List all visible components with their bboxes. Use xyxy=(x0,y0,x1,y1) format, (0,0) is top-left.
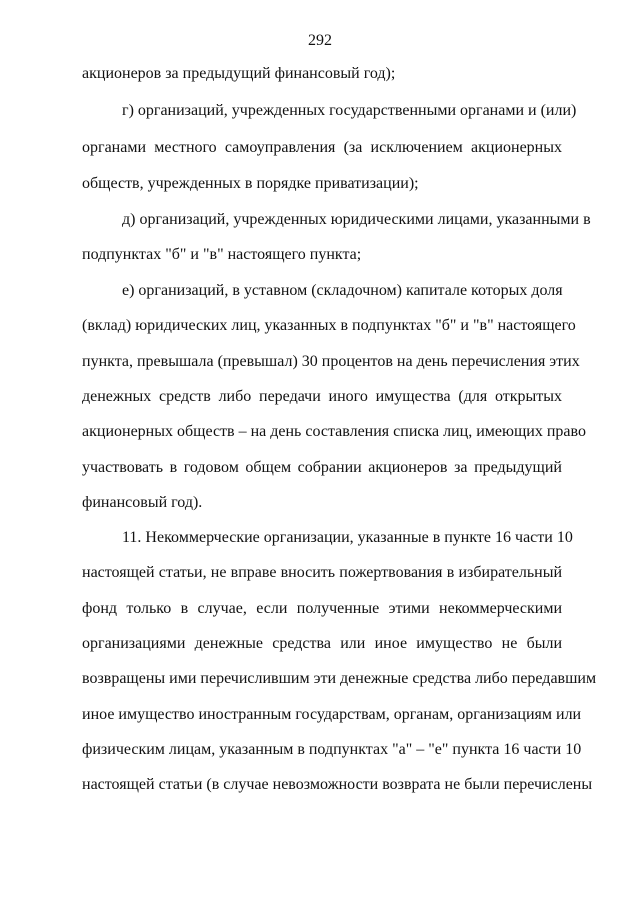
text-line-9: пункта, превышала (превышал) 30 процентов на день перечисления этих xyxy=(82,353,580,370)
text-line-2: г) организаций, учрежденных государственными органами и (или) xyxy=(122,102,577,119)
text-line-1: акционеров за предыдущий финансовый год); xyxy=(82,65,396,82)
text-line-3: органами местного самоуправления (за исключением акционерных xyxy=(82,139,562,156)
text-line-18: возвращены ими перечислившим эти денежные средства либо передавшим xyxy=(82,670,597,687)
text-line-7: е) организаций, в уставном (складочном) капитале которых доля xyxy=(122,282,563,299)
text-line-10: денежных средств либо передачи иного имущества (для открытых xyxy=(82,388,562,405)
text-line-20: физическим лицам, указанным в подпунктах "а" – "е" пункта 16 части 10 xyxy=(82,741,582,758)
text-line-13: финансовый год). xyxy=(82,494,203,511)
text-line-11: акционерных обществ – на день составления списка лиц, имеющих право xyxy=(82,423,586,440)
text-line-4: обществ, учрежденных в порядке приватизации); xyxy=(82,175,419,192)
page-number: 292 xyxy=(308,32,332,49)
text-line-17: организациями денежные средства или иное имущество не были xyxy=(82,635,562,652)
text-line-15: настоящей статьи, не вправе вносить пожертвования в избирательный xyxy=(82,564,562,581)
text-line-8: (вклад) юридических лиц, указанных в подпунктах "б" и "в" настоящего xyxy=(82,317,576,334)
text-line-21: настоящей статьи (в случае невозможности возврата не были перечислены xyxy=(82,776,593,793)
text-line-19: иное имущество иностранным государствам, органам, организациям или xyxy=(82,706,582,723)
text-line-6: подпунктах "б" и "в" настоящего пункта; xyxy=(82,246,362,263)
text-line-16: фонд только в случае, если полученные этими некоммерческими xyxy=(82,600,562,617)
text-line-5: д) организаций, учрежденных юридическими лицами, указанными в xyxy=(122,211,591,228)
text-line-12: участвовать в годовом общем собрании акционеров за предыдущий xyxy=(82,459,562,476)
text-line-14: 11. Некоммерческие организации, указанные в пункте 16 части 10 xyxy=(122,529,573,546)
